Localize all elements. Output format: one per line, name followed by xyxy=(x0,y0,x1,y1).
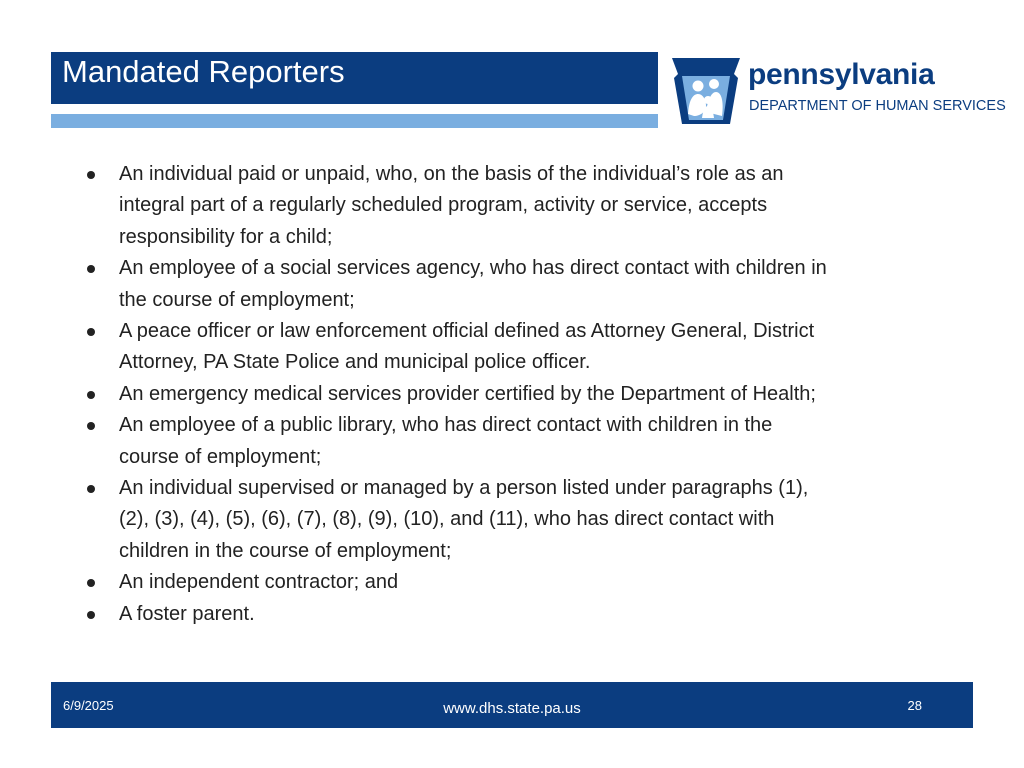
bullet-text-line: An independent contractor; and xyxy=(119,571,399,594)
bullet-dot-icon xyxy=(87,328,95,336)
pa-dhs-logo xyxy=(670,54,1010,126)
bullet-dot-icon xyxy=(87,422,95,430)
bullet-text-line: An emergency medical services provider certified by the Department of Health; xyxy=(119,382,816,405)
bullet-item xyxy=(83,410,943,473)
bullet-dot-icon xyxy=(87,391,95,399)
bullet-list xyxy=(83,159,943,630)
bullet-text-line: course of employment; xyxy=(119,445,322,468)
logo-wordmark: pennsylvania xyxy=(748,58,935,91)
bullet-text-line: An individual paid or unpaid, who, on the basis of the individual’s role as an xyxy=(119,163,784,185)
bullet-item xyxy=(83,473,943,567)
logo-subtitle: DEPARTMENT OF HUMAN SERVICES xyxy=(749,98,1006,114)
title-underline-stripe xyxy=(51,114,658,128)
bullet-dot-icon xyxy=(87,171,95,179)
bullet-text-line: A foster parent. xyxy=(119,602,255,625)
bullet-text-line: An individual supervised or managed by a person listed under paragraphs (1), xyxy=(119,477,809,500)
bullet-text-line: children in the course of employment; xyxy=(119,539,452,562)
bullet-text-line: An employee of a public library, who has direct contact with children in the xyxy=(119,414,773,437)
footer-bar xyxy=(51,682,973,728)
bullet-dot-icon xyxy=(87,579,95,587)
page-number: 28 xyxy=(907,698,922,713)
bullet-item xyxy=(83,567,943,598)
bullet-text-line: integral part of a regularly scheduled program, activity or service, accepts xyxy=(119,194,768,217)
bullet-dot-icon xyxy=(87,265,95,273)
bullet-text-line: Attorney, PA State Police and municipal police officer. xyxy=(119,351,591,374)
bullet-item xyxy=(83,316,943,379)
bullet-item xyxy=(83,159,943,253)
bullet-dot-icon xyxy=(87,485,95,493)
bullet-text-line: the course of employment; xyxy=(119,288,355,311)
slide-title: Mandated Reporters xyxy=(62,54,345,89)
title-bar xyxy=(51,52,658,104)
bullet-text-line: An employee of a social services agency, who has direct contact with children in xyxy=(119,257,827,280)
footer-url: www.dhs.state.pa.us xyxy=(443,700,581,717)
bullet-item xyxy=(83,379,943,410)
bullet-text-line: responsibility for a child; xyxy=(119,225,333,248)
bullet-text-line: A peace officer or law enforcement official defined as Attorney General, District xyxy=(119,320,815,343)
bullet-text-line: (2), (3), (4), (5), (6), (7), (8), (9), (10), and (11), who has direct contact with xyxy=(119,508,775,531)
keystone-family-icon xyxy=(670,54,742,126)
bullet-item xyxy=(83,599,943,630)
footer-date: 6/9/2025 xyxy=(63,698,114,713)
bullet-dot-icon xyxy=(87,611,95,619)
bullet-item xyxy=(83,253,943,316)
